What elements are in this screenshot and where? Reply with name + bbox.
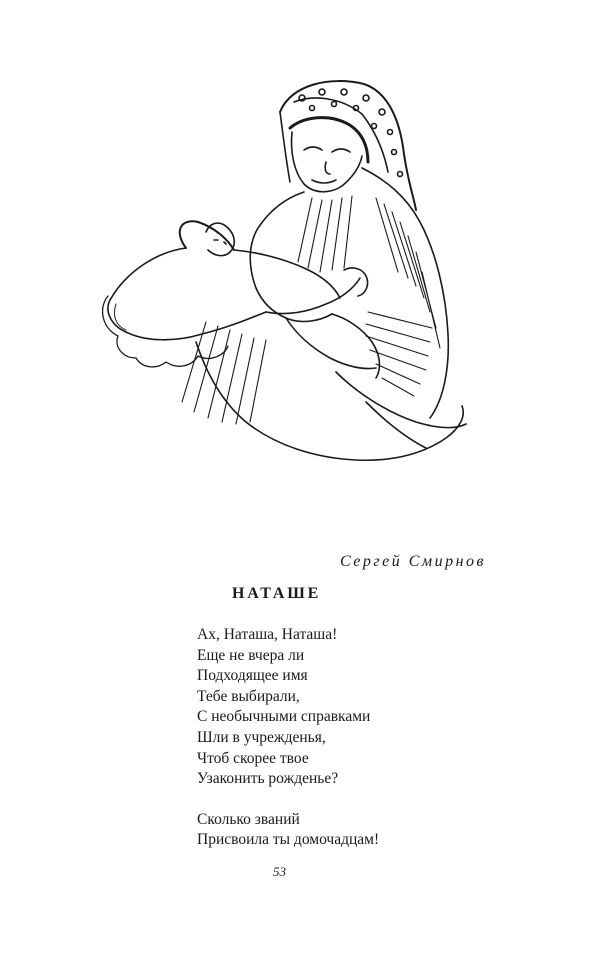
poem-body <box>197 625 379 871</box>
mother-with-baby-illustration <box>86 72 490 488</box>
mother-holding-baby-drawing-icon <box>86 72 490 488</box>
poem-line: Шли в учрежденья, <box>197 728 326 746</box>
poem-line: Чтоб скорее твое <box>197 749 309 767</box>
page-number: 53 <box>273 864 286 879</box>
poem-line: Ах, Наташа, Наташа! <box>197 626 338 643</box>
poem-line: Еще не вчера ли <box>197 646 305 664</box>
poem-line: Узаконить рожденье? <box>197 770 339 788</box>
poem-line: Сколько званий <box>197 810 300 828</box>
poem-line: Присвоила ты домочадцам! <box>197 831 380 849</box>
poem-line: Тебе выбирали, <box>197 687 300 705</box>
poem-stanza-2 <box>197 810 379 851</box>
poem-line: Подходящее имя <box>197 667 308 685</box>
poem-stanza-1 <box>197 625 379 790</box>
poem-line: С необычными справками <box>197 708 371 726</box>
poem-title: НАТАШЕ <box>232 585 322 602</box>
author-name: Сергей Смирнов <box>340 553 486 570</box>
